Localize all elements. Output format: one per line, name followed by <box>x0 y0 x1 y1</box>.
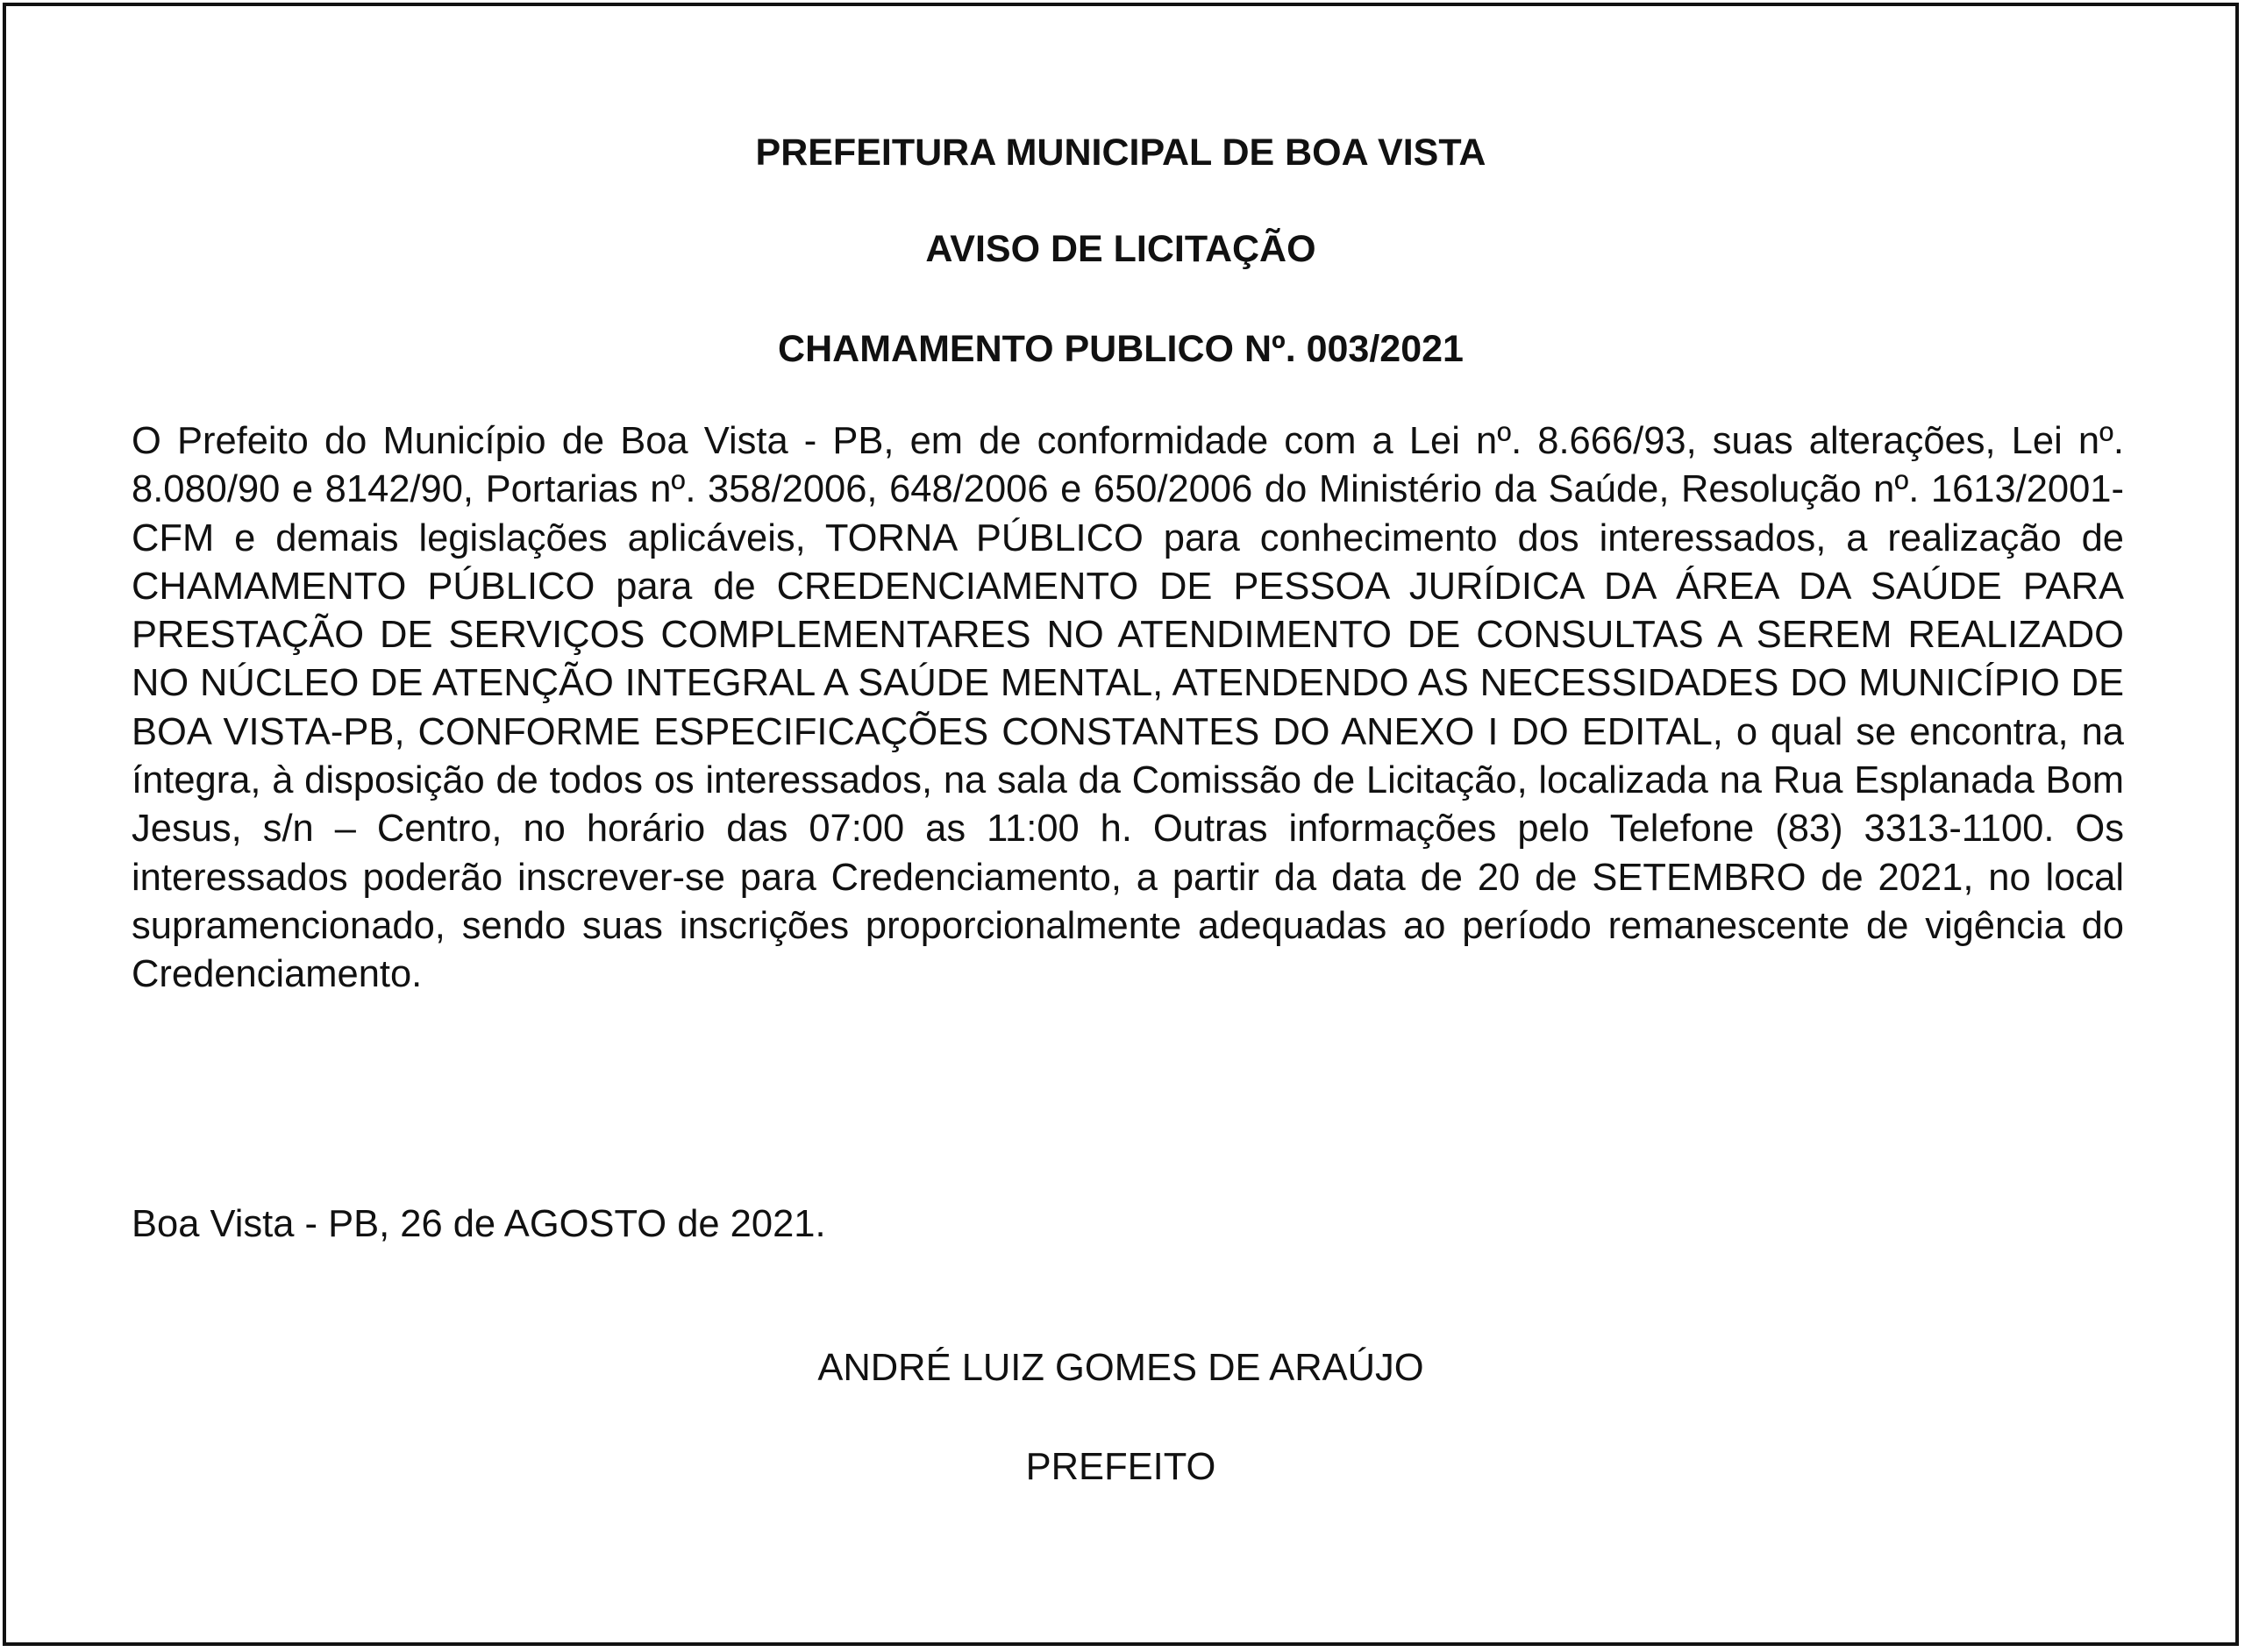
signatory-title: PREFEITO <box>1025 1446 1216 1488</box>
place-date-line: Boa Vista - PB, 26 de AGOSTO de 2021. <box>132 1203 826 1245</box>
signatory-name: ANDRÉ LUIZ GOMES DE ARAÚJO <box>817 1347 1424 1389</box>
organization-heading: PREFEITURA MUNICIPAL DE BOA VISTA <box>755 132 1486 174</box>
notice-body-paragraph: O Prefeito do Município de Boa Vista - PB, em de conformidade com a Lei nº. 8.666/93, suas alterações, Lei nº. 8.080/90 e 8142/90, Portarias nº. 358/2006, 648/2006 e 650/2006 do Ministério da Saúde, Resolução nº. 1613/2001-CFM e demais legislações aplicáveis, TORNA PÚBLICO para conhecimento dos interessados, a realização de CHAMAMENTO PÚBLICO para de CREDENCIAMENTO DE PESSOA JURÍDICA DA ÁREA DA SAÚDE PARA PRESTAÇÃO DE SERVIÇOS COMPLEMENTARES NO ATENDIMENTO DE CONSULTAS A SEREM REALIZADO NO NÚCLEO DE ATENÇÃO INTEGRAL A SAÚDE MENTAL, ATENDENDO AS NECESSIDADES DO MUNICÍPIO DE BOA VISTA-PB, CONFORME ESPECIFICAÇÕES CONSTANTES DO ANEXO I DO EDITAL, o qual se encontra, na íntegra, à disposição de todos os interessados, na sala da Comissão de Licitação, localizada na Rua Esplanada Bom Jesus, s/n – Centro, no horário das 07:00 as 11:00 h. Outras informações pelo Telefone (83) 3313-1100. Os interessados poderão inscrever-se para Credenciamento, a partir da data de 20 de SETEMBRO de 2021, no local supramencionado, sendo suas inscrições proporcionalmente adequadas ao período remanescente de vigência do Credenciamento. <box>132 420 2124 996</box>
public-call-heading: CHAMAMENTO PUBLICO Nº. 003/2021 <box>778 328 1464 370</box>
notice-frame <box>3 3 2239 1646</box>
notice-type-heading: AVISO DE LICITAÇÃO <box>925 228 1316 270</box>
